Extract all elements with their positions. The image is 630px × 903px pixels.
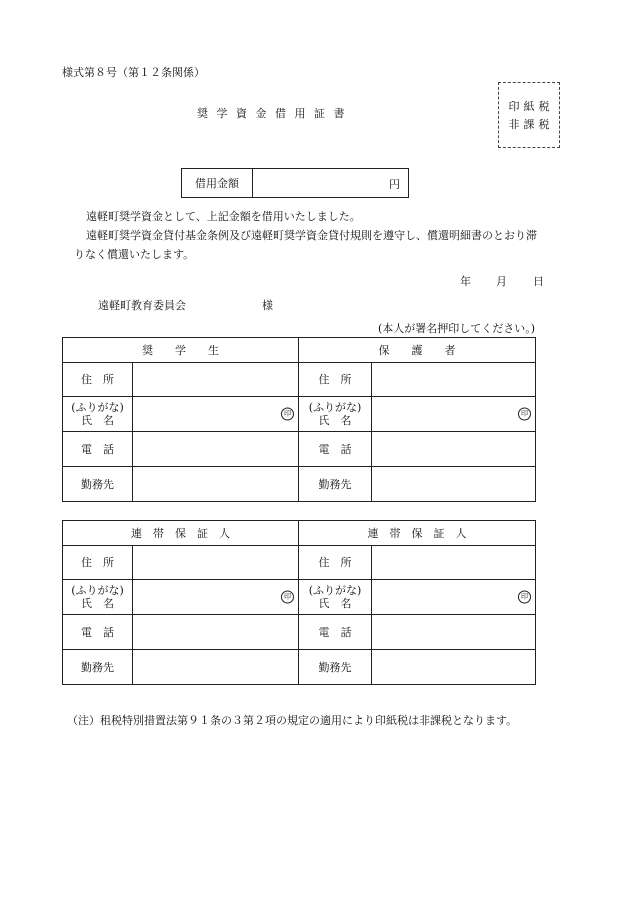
student-address-field[interactable] [133,363,299,397]
seal-mark-icon: 印 [518,591,531,604]
seal-mark-icon: 印 [518,408,531,421]
guardian-workplace-field[interactable] [372,467,536,502]
guarantor-2-workplace-field[interactable] [372,650,536,685]
date-day: 日 [533,275,544,288]
furigana-label: (ふりがな) [308,584,362,597]
guarantor-2-address-label: 住 所 [299,546,372,580]
student-header: 奨 学 生 [63,338,299,363]
guardian-name-label [299,397,372,432]
student-address-label: 住 所 [63,363,133,397]
guardian-address-label: 住 所 [299,363,372,397]
signature-instruction: (本人が署名押印してください。) [378,322,536,335]
student-name-label [63,397,133,432]
guarantor-1-workplace-field[interactable] [133,650,299,685]
guarantor-1-header: 連 帯 保 証 人 [63,521,299,546]
seal-mark-icon: 印 [281,591,294,604]
guarantor-2-header: 連 帯 保 証 人 [299,521,536,546]
document-title: 奨学資金借用証書 [197,107,353,120]
guardian-name-field[interactable] [372,397,536,432]
guardian-phone-field[interactable] [372,432,536,467]
guarantor-table [62,520,536,685]
guarantor-1-workplace-label: 勤務先 [63,650,133,685]
tax-exemption-note: （注）租税特別措置法第９１条の３第２項の規定の適用により印紙税は非課税となります。 [67,714,518,727]
guarantor-2-phone-field[interactable] [372,615,536,650]
student-name-field[interactable] [133,397,299,432]
guarantor-2-address-field[interactable] [372,546,536,580]
guardian-workplace-label: 勤務先 [299,467,372,502]
loan-amount-box [181,168,409,198]
guardian-address-field[interactable] [372,363,536,397]
name-label: 氏 名 [81,414,114,427]
student-phone-label: 電 話 [63,432,133,467]
loan-amount-label: 借用金額 [182,169,253,197]
addressee-name: 遠軽町教育委員会 [98,299,186,312]
guarantor-1-name-field[interactable] [133,580,299,615]
name-label: 氏 名 [318,597,352,610]
student-guardian-table [62,337,536,502]
yen-unit: 円 [389,178,400,191]
seal-mark-icon: 印 [281,408,294,421]
guarantor-1-address-field[interactable] [133,546,299,580]
form-number: 様式第８号（第１２条関係） [62,66,205,79]
guarantor-2-phone-label: 電 話 [299,615,372,650]
guarantor-1-name-label [63,580,133,615]
guarantor-1-phone-field[interactable] [133,615,299,650]
statement-line-3: りなく償還いたします。 [74,248,195,261]
stamp-line-1: 印紙税 [508,100,554,113]
statement-line-2: 遠軽町奨学資金貸付基金条例及び遠軽町奨学資金貸付規則を遵守し、償還明細書のとおり滞 [86,229,537,242]
student-phone-field[interactable] [133,432,299,467]
guardian-header: 保 護 者 [299,338,536,363]
guarantor-2-name-label [299,580,372,615]
name-label: 氏 名 [81,597,114,610]
revenue-stamp-box [498,82,560,148]
furigana-label: (ふりがな) [71,584,124,597]
guarantor-1-address-label: 住 所 [63,546,133,580]
addressee-honorific: 様 [262,299,273,312]
name-label: 氏 名 [318,414,352,427]
guarantor-1-phone-label: 電 話 [63,615,133,650]
furigana-label: (ふりがな) [308,401,362,414]
statement-line-1: 遠軽町奨学資金として、上記金額を借用いたしました。 [86,210,361,223]
student-workplace-label: 勤務先 [63,467,133,502]
date-year: 年 [460,275,471,288]
guarantor-2-workplace-label: 勤務先 [299,650,372,685]
stamp-line-2: 非課税 [508,118,554,131]
guardian-phone-label: 電 話 [299,432,372,467]
furigana-label: (ふりがな) [71,401,124,414]
guarantor-2-name-field[interactable] [372,580,536,615]
student-workplace-field[interactable] [133,467,299,502]
date-month: 月 [496,275,507,288]
